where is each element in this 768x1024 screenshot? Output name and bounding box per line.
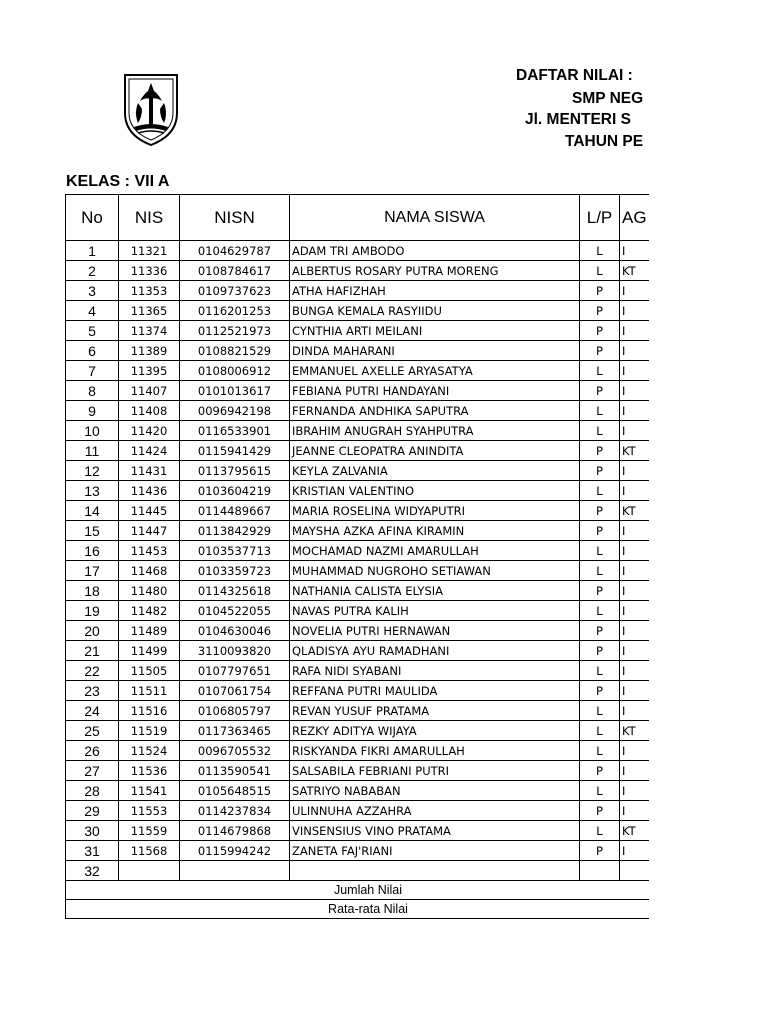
cell-lp: P <box>580 381 620 401</box>
cell-nis: 11468 <box>119 561 180 581</box>
table-row <box>66 601 650 621</box>
table-row <box>66 481 650 501</box>
cell-nis: 11424 <box>119 441 180 461</box>
cell-nisn: 0101013617 <box>180 381 290 401</box>
cell-ag: I <box>620 581 650 601</box>
cell-ag: I <box>620 401 650 421</box>
cell-ag: I <box>620 561 650 581</box>
cell-nama: REFFANA PUTRI MAULIDA <box>290 681 580 701</box>
cell-nama: MUHAMMAD NUGROHO SETIAWAN <box>290 561 580 581</box>
cell-lp: P <box>580 501 620 521</box>
cell-nisn: 0114325618 <box>180 581 290 601</box>
table-row <box>66 741 650 761</box>
cell-no: 30 <box>66 821 119 841</box>
cell-no: 6 <box>66 341 119 361</box>
cell-lp: P <box>580 841 620 861</box>
cell-nama: ULINNUHA AZZAHRA <box>290 801 580 821</box>
cell-nis: 11365 <box>119 301 180 321</box>
table-row <box>66 821 650 841</box>
cell-ag: I <box>620 701 650 721</box>
cell-ag: KT <box>620 821 650 841</box>
table-row <box>66 261 650 281</box>
cell-nisn: 0105648515 <box>180 781 290 801</box>
student-rows <box>66 241 650 881</box>
cell-nama: REVAN YUSUF PRATAMA <box>290 701 580 721</box>
cell-ag: I <box>620 421 650 441</box>
cell-nisn: 0115941429 <box>180 441 290 461</box>
cell-nisn: 0103537713 <box>180 541 290 561</box>
cell-nisn: 0096705532 <box>180 741 290 761</box>
cell-nama: RAFA NIDI SYABANI <box>290 661 580 681</box>
cell-nis: 11524 <box>119 741 180 761</box>
cell-nama: ZANETA FAJ'RIANI <box>290 841 580 861</box>
document-title: DAFTAR NILAI : <box>516 67 633 84</box>
cell-lp: P <box>580 281 620 301</box>
table-row <box>66 761 650 781</box>
cell-lp: P <box>580 321 620 341</box>
average-label: Rata-rata Nilai <box>66 900 650 919</box>
cell-no: 25 <box>66 721 119 741</box>
cell-nama: QLADISYA AYU RAMADHANI <box>290 641 580 661</box>
cell-nama: BUNGA KEMALA RASYIIDU <box>290 301 580 321</box>
cell-nis: 11431 <box>119 461 180 481</box>
cell-nisn: 0109737623 <box>180 281 290 301</box>
cell-nama: NOVELIA PUTRI HERNAWAN <box>290 621 580 641</box>
cell-ag: I <box>620 841 650 861</box>
cell-ag: I <box>620 381 650 401</box>
cell-no: 17 <box>66 561 119 581</box>
table-row <box>66 341 650 361</box>
cell-nisn: 0104630046 <box>180 621 290 641</box>
sum-label: Jumlah Nilai <box>66 881 650 900</box>
cell-lp: P <box>580 521 620 541</box>
cell-no: 18 <box>66 581 119 601</box>
cell-nis: 11536 <box>119 761 180 781</box>
cell-lp <box>580 861 620 881</box>
cell-nama: MAYSHA AZKA AFINA KIRAMIN <box>290 521 580 541</box>
cell-ag: I <box>620 621 650 641</box>
cell-nisn: 0112521973 <box>180 321 290 341</box>
cell-no: 20 <box>66 621 119 641</box>
cell-nis: 11511 <box>119 681 180 701</box>
cell-nis: 11374 <box>119 321 180 341</box>
cell-nama: CYNTHIA ARTI MEILANI <box>290 321 580 341</box>
column-header-no: No <box>66 195 119 241</box>
cell-nisn: 0113795615 <box>180 461 290 481</box>
cell-no: 4 <box>66 301 119 321</box>
cell-ag: I <box>620 481 650 501</box>
cell-nis: 11519 <box>119 721 180 741</box>
cell-nama: EMMANUEL AXELLE ARYASATYA <box>290 361 580 381</box>
cell-no: 23 <box>66 681 119 701</box>
class-label: KELAS : VII A <box>66 173 170 190</box>
cell-nisn: 0107061754 <box>180 681 290 701</box>
cell-no: 28 <box>66 781 119 801</box>
cell-lp: L <box>580 661 620 681</box>
cell-lp: P <box>580 341 620 361</box>
table-row <box>66 241 650 261</box>
cell-nis: 11480 <box>119 581 180 601</box>
cell-ag: I <box>620 461 650 481</box>
cell-nama: KEYLA ZALVANIA <box>290 461 580 481</box>
cell-no: 21 <box>66 641 119 661</box>
cell-nama: NAVAS PUTRA KALIH <box>290 601 580 621</box>
cell-no: 7 <box>66 361 119 381</box>
cell-ag: KT <box>620 441 650 461</box>
cell-lp: L <box>580 401 620 421</box>
table-row <box>66 301 650 321</box>
table-row <box>66 461 650 481</box>
cell-nis: 11395 <box>119 361 180 381</box>
table-row <box>66 841 650 861</box>
cell-lp: L <box>580 361 620 381</box>
cell-lp: L <box>580 261 620 281</box>
cell-lp: P <box>580 581 620 601</box>
cell-nis: 11559 <box>119 821 180 841</box>
table-row <box>66 361 650 381</box>
cell-nis: 11453 <box>119 541 180 561</box>
cell-nis: 11353 <box>119 281 180 301</box>
cell-ag: I <box>620 761 650 781</box>
cell-lp: P <box>580 761 620 781</box>
cell-ag: I <box>620 741 650 761</box>
cell-no: 8 <box>66 381 119 401</box>
cell-nisn: 0103604219 <box>180 481 290 501</box>
table-row <box>66 421 650 441</box>
cell-lp: P <box>580 641 620 661</box>
cell-ag: I <box>620 781 650 801</box>
cell-nisn: 0114679868 <box>180 821 290 841</box>
table-row <box>66 581 650 601</box>
cell-lp: L <box>580 741 620 761</box>
cell-nama: DINDA MAHARANI <box>290 341 580 361</box>
cell-nisn: 0113842929 <box>180 521 290 541</box>
cell-ag: I <box>620 601 650 621</box>
cell-no: 12 <box>66 461 119 481</box>
cell-lp: L <box>580 541 620 561</box>
cell-no: 3 <box>66 281 119 301</box>
cell-lp: L <box>580 241 620 261</box>
cell-nis: 11447 <box>119 521 180 541</box>
cell-nama: ADAM TRI AMBODO <box>290 241 580 261</box>
table-row <box>66 401 650 421</box>
table-row <box>66 441 650 461</box>
cell-nis: 11389 <box>119 341 180 361</box>
cell-lp: P <box>580 801 620 821</box>
cell-ag <box>620 861 650 881</box>
table-row <box>66 801 650 821</box>
cell-nama: ATHA HAFIZHAH <box>290 281 580 301</box>
cell-nisn: 0116201253 <box>180 301 290 321</box>
cell-ag: KT <box>620 721 650 741</box>
cell-no: 22 <box>66 661 119 681</box>
cell-nisn: 0108006912 <box>180 361 290 381</box>
cell-nama: NATHANIA CALISTA ELYSIA <box>290 581 580 601</box>
cell-nisn: 0108821529 <box>180 341 290 361</box>
cell-lp: P <box>580 461 620 481</box>
cell-nisn: 0114489667 <box>180 501 290 521</box>
cell-no: 15 <box>66 521 119 541</box>
cell-nama: REZKY ADITYA WIJAYA <box>290 721 580 741</box>
school-emblem-icon <box>120 69 182 149</box>
cell-lp: L <box>580 721 620 741</box>
cell-ag: KT <box>620 261 650 281</box>
cell-nis: 11482 <box>119 601 180 621</box>
cell-nisn: 0116533901 <box>180 421 290 441</box>
cell-nis: 11436 <box>119 481 180 501</box>
cell-nisn: 0108784617 <box>180 261 290 281</box>
cell-nis: 11541 <box>119 781 180 801</box>
table-row <box>66 861 650 881</box>
cell-ag: I <box>620 281 650 301</box>
cell-no: 26 <box>66 741 119 761</box>
cell-lp: L <box>580 821 620 841</box>
table-row <box>66 781 650 801</box>
table-row <box>66 621 650 641</box>
cell-nis: 11516 <box>119 701 180 721</box>
table-row <box>66 561 650 581</box>
cell-nis <box>119 861 180 881</box>
cell-ag: I <box>620 341 650 361</box>
cell-no: 9 <box>66 401 119 421</box>
cell-nisn: 0115994242 <box>180 841 290 861</box>
column-header-nisn: NISN <box>180 195 290 241</box>
cell-no: 1 <box>66 241 119 261</box>
cell-lp: L <box>580 701 620 721</box>
cell-nis: 11420 <box>119 421 180 441</box>
cell-nama: FEBIANA PUTRI HANDAYANI <box>290 381 580 401</box>
table-row <box>66 381 650 401</box>
cell-lp: P <box>580 681 620 701</box>
table-row <box>66 701 650 721</box>
sum-row <box>66 881 650 900</box>
cell-nis: 11499 <box>119 641 180 661</box>
cell-nisn: 3110093820 <box>180 641 290 661</box>
cell-nama: JEANNE CLEOPATRA ANINDITA <box>290 441 580 461</box>
table-row <box>66 521 650 541</box>
table-row <box>66 661 650 681</box>
average-row <box>66 900 650 919</box>
cell-nisn: 0117363465 <box>180 721 290 741</box>
academic-year: TAHUN PE <box>565 133 644 150</box>
cell-nis: 11445 <box>119 501 180 521</box>
column-header-lp: L/P <box>580 195 620 241</box>
table-row <box>66 641 650 661</box>
table-row <box>66 501 650 521</box>
cell-ag: I <box>620 321 650 341</box>
cell-nis: 11505 <box>119 661 180 681</box>
cell-lp: L <box>580 421 620 441</box>
cell-nisn: 0106805797 <box>180 701 290 721</box>
cell-ag: I <box>620 541 650 561</box>
cell-no: 5 <box>66 321 119 341</box>
cell-no: 27 <box>66 761 119 781</box>
cell-ag: I <box>620 681 650 701</box>
table-header-row <box>66 195 650 241</box>
cell-no: 32 <box>66 861 119 881</box>
cell-nis: 11568 <box>119 841 180 861</box>
column-header-nis: NIS <box>119 195 180 241</box>
cell-lp: L <box>580 781 620 801</box>
cell-nis: 11336 <box>119 261 180 281</box>
cell-ag: I <box>620 241 650 261</box>
cell-nis: 11489 <box>119 621 180 641</box>
cell-nama: IBRAHIM ANUGRAH SYAHPUTRA <box>290 421 580 441</box>
cell-lp: P <box>580 441 620 461</box>
cell-nisn: 0104629787 <box>180 241 290 261</box>
cell-nisn: 0104522055 <box>180 601 290 621</box>
student-grade-table <box>65 194 649 919</box>
table-row <box>66 681 650 701</box>
cell-nisn <box>180 861 290 881</box>
cell-no: 10 <box>66 421 119 441</box>
cell-nama: KRISTIAN VALENTINO <box>290 481 580 501</box>
cell-nama: MOCHAMAD NAZMI AMARULLAH <box>290 541 580 561</box>
cell-no: 14 <box>66 501 119 521</box>
cell-lp: P <box>580 621 620 641</box>
cell-nisn: 0113590541 <box>180 761 290 781</box>
column-header-nama: NAMA SISWA <box>290 195 580 241</box>
cell-nama: FERNANDA ANDHIKA SAPUTRA <box>290 401 580 421</box>
cell-nis: 11321 <box>119 241 180 261</box>
cell-nama: VINSENSIUS VINO PRATAMA <box>290 821 580 841</box>
cell-ag: I <box>620 361 650 381</box>
cell-nisn: 0103359723 <box>180 561 290 581</box>
cell-ag: KT <box>620 501 650 521</box>
cell-nama <box>290 861 580 881</box>
table-row <box>66 321 650 341</box>
table-row <box>66 541 650 561</box>
cell-nisn: 0107797651 <box>180 661 290 681</box>
column-header-ag: AG <box>620 195 650 241</box>
cell-ag: I <box>620 301 650 321</box>
cell-nama: RISKYANDA FIKRI AMARULLAH <box>290 741 580 761</box>
cell-no: 24 <box>66 701 119 721</box>
cell-no: 31 <box>66 841 119 861</box>
cell-lp: P <box>580 301 620 321</box>
cell-lp: L <box>580 481 620 501</box>
school-address: Jl. MENTERI S <box>525 111 631 128</box>
cell-nisn: 0096942198 <box>180 401 290 421</box>
cell-no: 13 <box>66 481 119 501</box>
cell-no: 2 <box>66 261 119 281</box>
table-row <box>66 281 650 301</box>
cell-nama: MARIA ROSELINA WIDYAPUTRI <box>290 501 580 521</box>
cell-no: 16 <box>66 541 119 561</box>
cell-lp: L <box>580 561 620 581</box>
cell-nis: 11407 <box>119 381 180 401</box>
cell-lp: L <box>580 601 620 621</box>
cell-nama: ALBERTUS ROSARY PUTRA MORENG <box>290 261 580 281</box>
cell-nis: 11553 <box>119 801 180 821</box>
cell-nis: 11408 <box>119 401 180 421</box>
cell-nama: SALSABILA FEBRIANI PUTRI <box>290 761 580 781</box>
cell-ag: I <box>620 661 650 681</box>
cell-no: 11 <box>66 441 119 461</box>
cell-no: 29 <box>66 801 119 821</box>
cell-no: 19 <box>66 601 119 621</box>
cell-ag: I <box>620 521 650 541</box>
school-name: SMP NEG <box>572 90 644 107</box>
cell-nama: SATRIYO NABABAN <box>290 781 580 801</box>
cell-ag: I <box>620 641 650 661</box>
cell-nisn: 0114237834 <box>180 801 290 821</box>
cell-ag: I <box>620 801 650 821</box>
table-row <box>66 721 650 741</box>
